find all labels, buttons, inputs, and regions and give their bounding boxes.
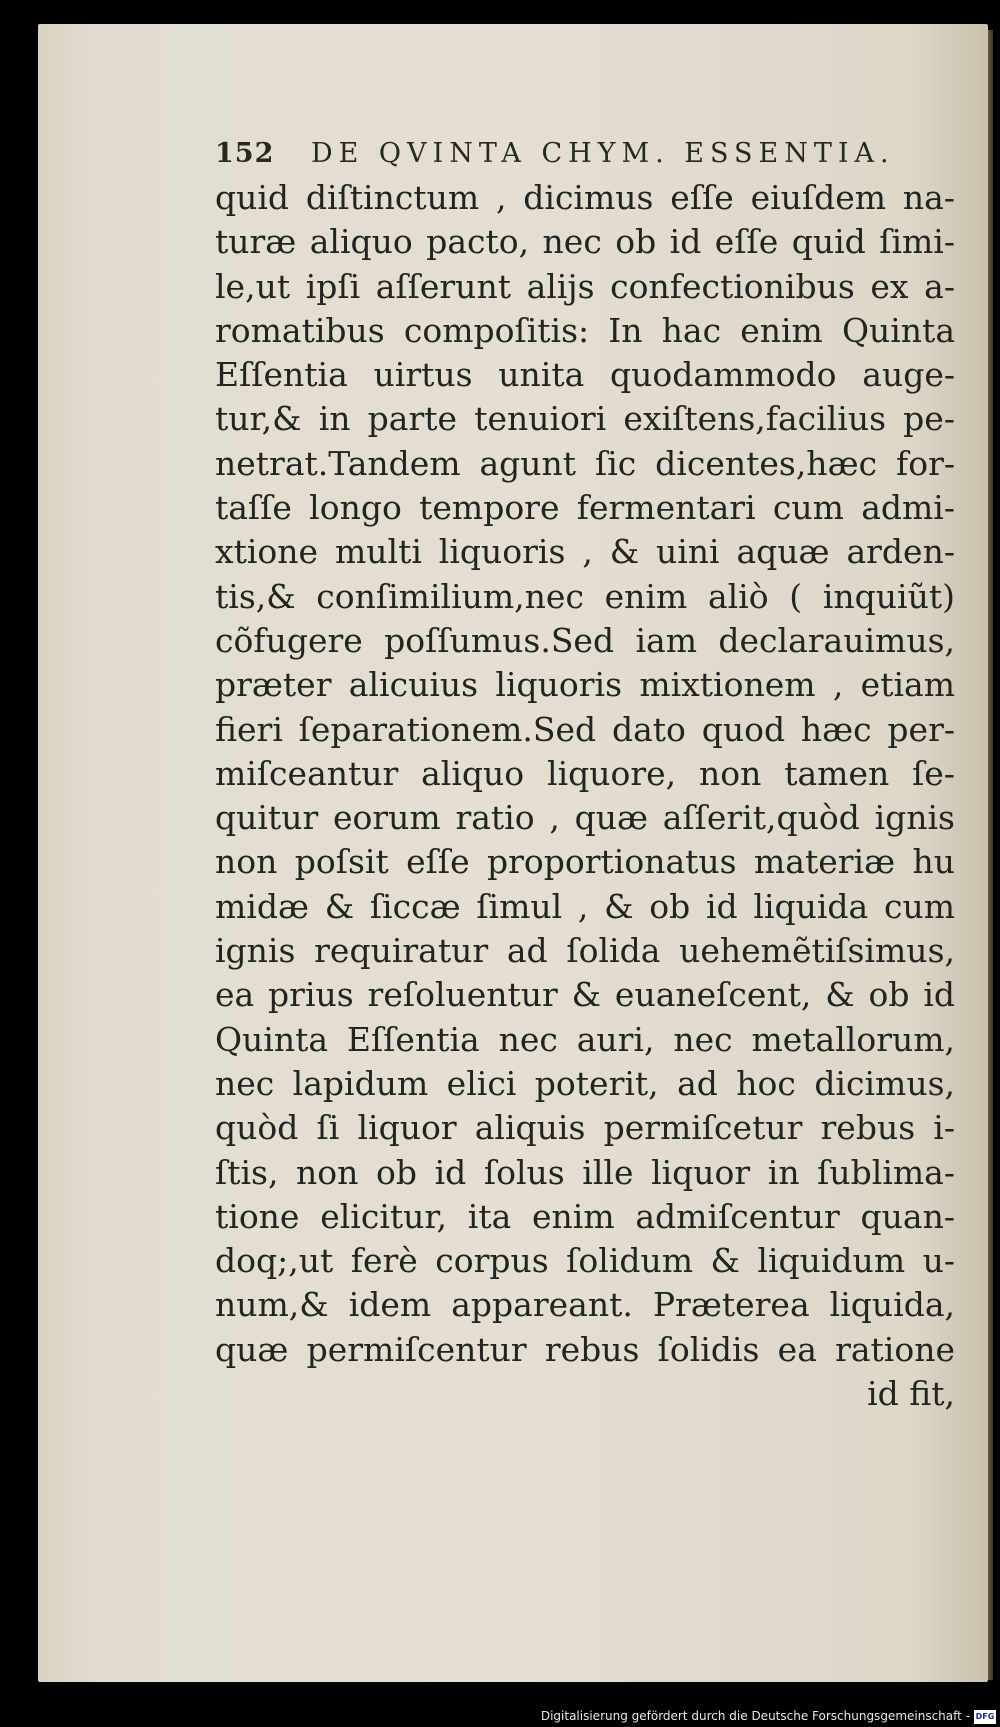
text-line: Eſſentia uirtus unita quodammodo auge- bbox=[215, 355, 955, 395]
text-line: quitur eorum ratio , quæ aſſerit,quòd ignis bbox=[215, 798, 955, 838]
text-line: non poſsit eſſe proportionatus materiæ hu bbox=[215, 842, 955, 882]
text-line: doq;,ut ferè corpus ſolidum & liquidum u- bbox=[215, 1241, 955, 1281]
text-line: quæ permiſcentur rebus ſolidis ea ratione bbox=[215, 1329, 955, 1369]
text-line: fieri ſeparationem.Sed dato quod hæc per- bbox=[215, 709, 955, 749]
text-line: miſceantur aliquo liquore, non tamen ſe- bbox=[215, 753, 955, 793]
text-line: quid diſtinctum , dicimus eſſe eiuſdem na- bbox=[215, 178, 955, 217]
text-line: ea prius reſoluentur & euaneſcent, & ob id bbox=[215, 975, 955, 1015]
text-line: tis,& conſimilium,nec enim aliò ( inquiũt) bbox=[215, 576, 955, 616]
text-line: num,& idem appareant. Præterea liquida, bbox=[215, 1285, 955, 1325]
page-number: 152 bbox=[215, 138, 275, 169]
text-line: midæ & ſiccæ ſimul , & ob id liquida cum bbox=[215, 886, 955, 926]
running-title: DE QVINTA CHYM. ESSENTIA. bbox=[310, 138, 895, 169]
text-line: netrat.Tandem agunt ſic dicentes,hæc for- bbox=[215, 443, 955, 483]
text-line: præter alicuius liquoris mixtionem , etiam bbox=[215, 665, 955, 705]
dfg-logo: DFG bbox=[974, 1710, 996, 1724]
text-line: xtione multi liquoris , & uini aquæ arden- bbox=[215, 532, 955, 572]
text-line: taſſe longo tempore fermentari cum admi- bbox=[215, 488, 955, 528]
text-line: ſtis, non ob id ſolus ille liquor in ſublima- bbox=[215, 1152, 955, 1192]
text-line: romatibus compoſitis: In hac enim Quinta bbox=[215, 310, 955, 350]
text-line: Quinta Eſſentia nec auri, nec metallorum, bbox=[215, 1019, 955, 1059]
text-line: le,ut ipſi aſſerunt alijs confectionibus ex a- bbox=[215, 266, 955, 306]
text-line: ignis requiratur ad ſolida uehemẽtiſsimus, bbox=[215, 931, 955, 971]
text-line: quòd ſi liquor aliquis permiſcetur rebus i- bbox=[215, 1108, 955, 1148]
text-line: nec lapidum elici poterit, ad hoc dicimus, bbox=[215, 1063, 955, 1103]
funding-note: Digitalisierung gefördert durch die Deutsche Forschungsgemeinschaft - bbox=[540, 1709, 970, 1723]
catchword: id fit, bbox=[867, 1374, 955, 1414]
text-line: cõfugere poſſumus.Sed iam declarauimus, bbox=[215, 620, 955, 660]
text-line: tur,& in parte tenuiori exiſtens,facilius pe- bbox=[215, 399, 955, 439]
running-head bbox=[215, 138, 965, 169]
text-line: turæ aliquo pacto, nec ob id eſſe quid ſimi- bbox=[215, 222, 955, 262]
body-text bbox=[215, 176, 955, 1416]
digitization-footer bbox=[0, 1708, 1000, 1727]
text-line: tione elicitur, ita enim admiſcentur quan- bbox=[215, 1196, 955, 1236]
